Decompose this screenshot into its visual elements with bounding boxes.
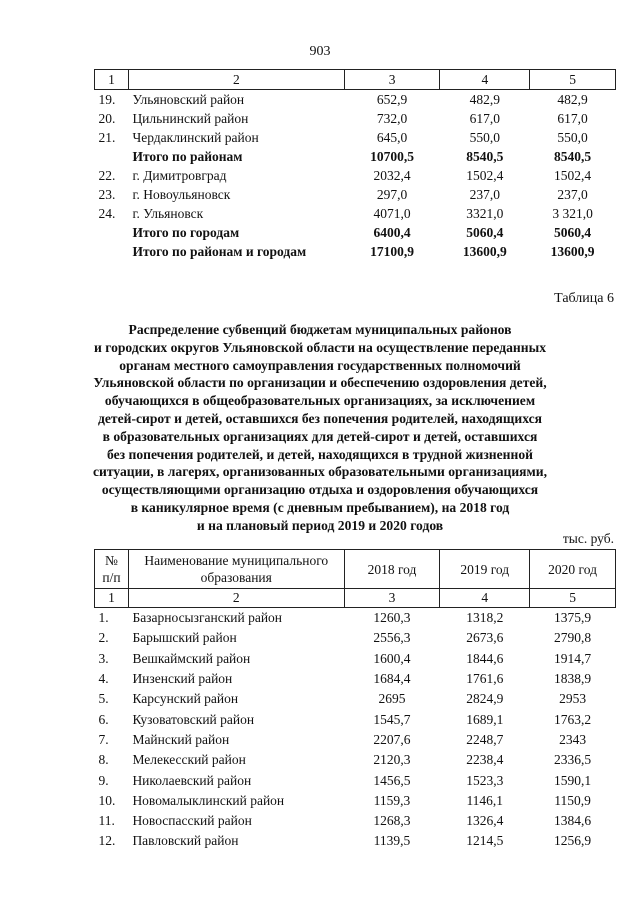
municipality-name: Итого по районам: [132, 149, 243, 164]
table-row: [95, 166, 616, 185]
value-2019: 1689,1: [466, 711, 504, 727]
column-number-4: 4: [440, 70, 530, 90]
value-2020: 1914,7: [554, 650, 592, 666]
title-line: обучающихся в общеобразовательных организациях, за исключением: [104, 393, 536, 409]
row-number: 22.: [98, 168, 116, 183]
value-2019: 1214,5: [466, 833, 504, 849]
table-label: Таблица 6: [554, 291, 614, 306]
value-2018: 1159,3: [373, 792, 411, 808]
title-line: органам местного самоуправления государственных полномочий: [119, 357, 521, 373]
value-col5: 13600,9: [550, 244, 595, 259]
page-number: 903: [309, 44, 331, 59]
row-number: 7.: [98, 731, 109, 747]
municipality-name: Чердаклинский район: [132, 130, 259, 145]
distribution-table: [94, 549, 616, 852]
table-title: [60, 321, 580, 535]
value-2020: 1763,2: [554, 711, 592, 727]
municipality-name: Барышский район: [132, 630, 237, 646]
title-line: в образовательных организациях для детей-сирот и детей, оставшихся: [102, 428, 538, 444]
title-line: осуществляющими организацию отдыха и оздоровления обучающихся: [101, 482, 539, 498]
total-row: [95, 223, 616, 242]
table-row: [95, 689, 616, 709]
value-2019: 1318,2: [466, 610, 504, 626]
value-col5: 550,0: [557, 130, 588, 145]
municipality-name: Павловский район: [132, 833, 239, 849]
unit-label: тыс. руб.: [562, 531, 614, 546]
column-number-4: 4: [440, 589, 530, 608]
value-col5: 237,0: [557, 187, 588, 202]
municipality-name: Майнский район: [132, 731, 230, 747]
title-line: и городских округов Ульяновской области на осуществление переданных: [94, 339, 546, 355]
value-col4: 5060,4: [466, 225, 504, 240]
total-row: [95, 147, 616, 166]
total-row: [95, 242, 616, 261]
title-line: в каникулярное время (с дневным пребыванием), на 2018 год: [130, 499, 510, 515]
value-col4: 237,0: [469, 187, 500, 202]
value-2019: 2824,9: [466, 691, 504, 707]
municipality-name: Инзенский район: [132, 671, 233, 687]
municipality-name: Карсунский район: [132, 691, 239, 707]
value-col5: 3 321,0: [552, 206, 593, 221]
value-2018: 1456,5: [373, 772, 411, 788]
value-2020: 2953: [559, 691, 587, 707]
value-col4: 550,0: [469, 130, 500, 145]
value-2018: 1260,3: [373, 610, 411, 626]
value-2018: 1139,5: [373, 833, 411, 849]
value-col5: 5060,4: [554, 225, 592, 240]
title-line: ситуации, в лагерях, организованных образовательными организациями,: [92, 464, 548, 480]
value-col3: 297,0: [376, 187, 408, 202]
table-row: [95, 608, 616, 629]
municipality-name: г. Ульяновск: [132, 206, 204, 221]
col-header-name: Наименование муниципального образования: [128, 550, 344, 589]
row-number: 20.: [98, 111, 116, 126]
value-col4: 482,9: [469, 92, 500, 107]
column-number-2: 2: [128, 589, 344, 608]
municipality-name: Вешкаймский район: [132, 650, 251, 666]
table-row: [95, 791, 616, 811]
row-number: 19.: [98, 92, 116, 107]
value-2019: 1523,3: [466, 772, 504, 788]
row-number: 1.: [98, 610, 109, 626]
municipality-name: г. Димитровград: [132, 168, 227, 183]
value-2020: 2343: [559, 731, 587, 747]
value-col5: 617,0: [557, 111, 588, 126]
row-number: 5.: [98, 691, 109, 707]
column-number-3: 3: [344, 70, 440, 90]
value-col3: 652,9: [376, 92, 408, 107]
table-row: [95, 750, 616, 770]
row-number: 12.: [98, 833, 116, 849]
value-col4: 8540,5: [466, 149, 504, 164]
col-header-2018: 2018 год: [344, 550, 440, 589]
row-number: 24.: [98, 206, 116, 221]
value-2019: 2248,7: [466, 731, 504, 747]
value-2018: 1545,7: [373, 711, 411, 727]
value-2018: 1600,4: [373, 650, 411, 666]
row-number: 2.: [98, 630, 109, 646]
column-number-1: 1: [95, 70, 129, 90]
municipality-name: Новоспасский район: [132, 813, 252, 829]
table-row: [95, 831, 616, 851]
row-number: [95, 223, 129, 242]
value-2019: 1146,1: [466, 792, 504, 808]
col-header-2019: 2019 год: [440, 550, 530, 589]
value-col3: 10700,5: [370, 149, 415, 164]
value-2019: 1326,4: [466, 813, 504, 829]
municipality-name: Новомалыклинский район: [132, 792, 285, 808]
title-line: без попечения родителей, и детей, находящихся в трудной жизненной: [107, 446, 533, 462]
table-row: [95, 628, 616, 648]
table-row: [95, 770, 616, 790]
table-row: [95, 649, 616, 669]
title-line: и на плановый период 2019 и 2020 годов: [196, 517, 444, 533]
municipality-name: Мелекесский район: [132, 752, 246, 768]
row-number: 4.: [98, 671, 109, 687]
value-2020: 2790,8: [554, 630, 592, 646]
value-2020: 1375,9: [554, 610, 592, 626]
municipality-name: Николаевский район: [132, 772, 252, 788]
value-col4: 1502,4: [466, 168, 504, 183]
value-col3: 17100,9: [370, 244, 415, 259]
row-number: 21.: [98, 130, 116, 145]
table-continuation: [94, 69, 616, 261]
municipality-name: Кузоватовский район: [132, 711, 255, 727]
value-2020: 1256,9: [554, 833, 592, 849]
value-2018: 1268,3: [373, 813, 411, 829]
table-row: [95, 185, 616, 204]
value-2020: 1384,6: [554, 813, 592, 829]
row-number: 3.: [98, 650, 109, 666]
value-col5: 482,9: [557, 92, 588, 107]
value-2020: 1150,9: [554, 792, 591, 808]
value-col3: 4071,0: [373, 206, 411, 221]
value-col3: 645,0: [376, 130, 408, 145]
value-col5: 8540,5: [554, 149, 592, 164]
value-2019: 2673,6: [466, 630, 504, 646]
table-row: [95, 109, 616, 128]
value-2018: 1684,4: [373, 671, 411, 687]
value-2020: 2336,5: [554, 752, 592, 768]
row-number: 11.: [98, 813, 115, 829]
municipality-name: Итого по городам: [132, 225, 240, 240]
value-2018: 2556,3: [373, 630, 411, 646]
title-line: Распределение субвенций бюджетам муниципальных районов: [128, 322, 512, 337]
title-line: детей-сирот и детей, оставшихся без попечения родителей, находящихся: [98, 410, 542, 426]
column-numbering-row: [95, 589, 616, 608]
table-row: [95, 730, 616, 750]
value-2019: 1761,6: [466, 671, 504, 687]
municipality-name: Базарносызганский район: [132, 610, 283, 626]
value-col4: 3321,0: [466, 206, 504, 221]
value-2018: 2207,6: [373, 731, 411, 747]
table-header-row: [95, 70, 616, 90]
row-number: 9.: [98, 772, 109, 788]
table-row: [95, 90, 616, 110]
row-number: 10.: [98, 792, 116, 808]
column-number-3: 3: [344, 589, 440, 608]
table-row: [95, 128, 616, 147]
value-col3: 2032,4: [373, 168, 411, 183]
row-number: 8.: [98, 752, 109, 768]
value-col3: 6400,4: [373, 225, 411, 240]
municipality-name: Цильнинский район: [132, 111, 249, 126]
value-2018: 2120,3: [373, 752, 411, 768]
column-number-5: 5: [530, 70, 616, 90]
table-row: [95, 811, 616, 831]
value-col3: 732,0: [376, 111, 408, 126]
column-number-2: 2: [128, 70, 344, 90]
municipality-name: Итого по районам и городам: [132, 244, 307, 259]
value-2020: 1838,9: [554, 671, 592, 687]
row-number: [95, 147, 129, 166]
table-row: [95, 204, 616, 223]
municipality-name: Ульяновский район: [132, 92, 245, 107]
column-number-5: 5: [530, 589, 616, 608]
value-2018: 2695: [378, 691, 406, 707]
row-number: [95, 242, 129, 261]
column-number-1: 1: [95, 589, 129, 608]
value-2020: 1590,1: [554, 772, 592, 788]
value-2019: 2238,4: [466, 752, 504, 768]
title-line: Ульяновской области по организации и обеспечению оздоровления детей,: [93, 375, 547, 391]
value-col4: 617,0: [469, 111, 500, 126]
row-number: 23.: [98, 187, 116, 202]
table-header-row: [95, 550, 616, 589]
value-col4: 13600,9: [462, 244, 507, 259]
col-header-number: № п/п: [95, 550, 129, 589]
value-2019: 1844,6: [466, 650, 504, 666]
row-number: 6.: [98, 711, 109, 727]
municipality-name: г. Новоульяновск: [132, 187, 231, 202]
table-row: [95, 709, 616, 729]
table-row: [95, 669, 616, 689]
col-header-2020: 2020 год: [530, 550, 616, 589]
value-col5: 1502,4: [554, 168, 592, 183]
